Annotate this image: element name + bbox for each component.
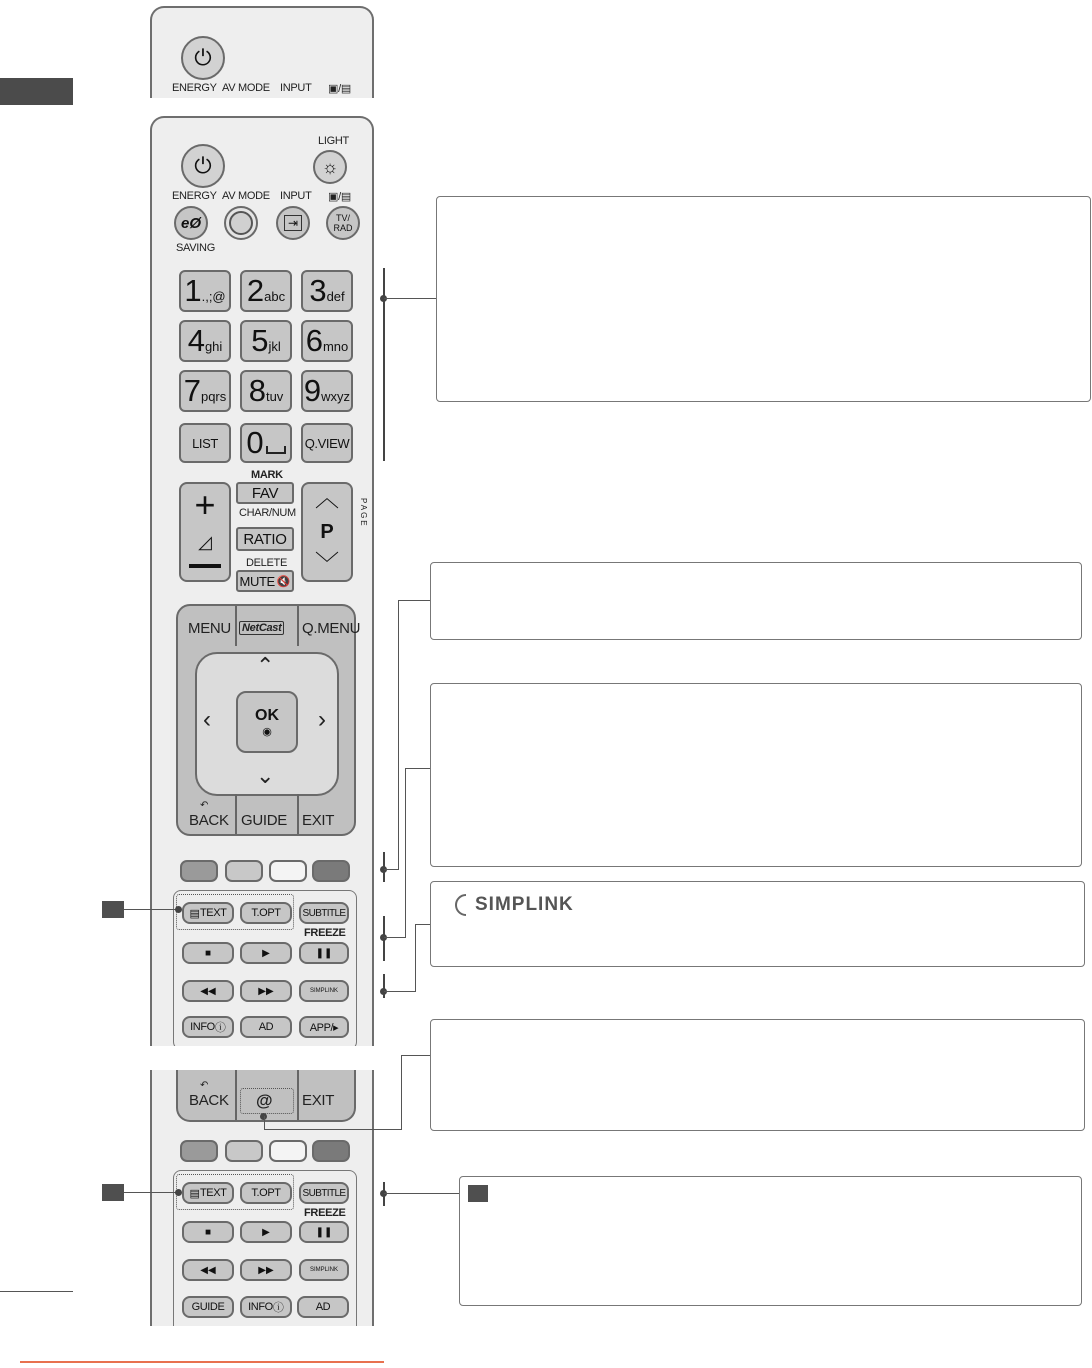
leader-line (384, 1193, 459, 1194)
rewind-button[interactable] (182, 1259, 234, 1281)
number-key-letters: ghi (204, 338, 223, 354)
number-key-digit: 6 (305, 323, 322, 358)
red-key[interactable] (180, 1140, 218, 1162)
volume-up-icon: + (194, 484, 216, 525)
blue-key[interactable] (312, 1140, 350, 1162)
tv-rad-top-label: ▣/▤ (328, 83, 351, 95)
number-key-3[interactable] (301, 270, 353, 312)
light-button[interactable] (313, 150, 347, 184)
up-arrow-icon[interactable]: ⌃ (256, 653, 275, 678)
zero-digit: 0 (246, 425, 263, 460)
exit-button[interactable]: EXIT (302, 1092, 335, 1109)
number-key-letters: jkl (268, 338, 281, 354)
pause-icon: ❚❚ (315, 947, 333, 959)
input-label: INPUT (280, 82, 312, 94)
green-key[interactable] (225, 860, 263, 882)
nav-divider (235, 794, 237, 834)
number-key-digit: 8 (248, 373, 265, 408)
rewind-icon: ◀◀ (200, 985, 216, 997)
teletext-icon: ▤ (189, 1187, 200, 1200)
callout-box-number-keys (436, 196, 1091, 402)
note-marker-2 (102, 1184, 124, 1201)
number-key-letters: mno (322, 338, 349, 354)
char-num-label: CHAR/NUM (239, 507, 296, 519)
rewind-button[interactable] (182, 980, 234, 1002)
leader-line (415, 924, 430, 925)
power-button[interactable] (181, 144, 225, 188)
nav-divider (297, 606, 299, 646)
number-key-letters: def (326, 288, 345, 304)
info-button[interactable] (240, 1296, 292, 1318)
av-mode-button[interactable] (224, 206, 258, 240)
saving-label: SAVING (176, 242, 215, 254)
leader-dot (175, 906, 182, 913)
teletext-icon: ▤ (189, 907, 200, 920)
callout-box-color-keys (430, 562, 1082, 640)
footer-accent-line (20, 1361, 384, 1363)
energy-label: ENERGY (172, 82, 217, 94)
space-icon (266, 446, 286, 454)
back-arrow-icon: ↶ (200, 800, 209, 811)
down-arrow-icon[interactable]: ⌄ (256, 763, 275, 788)
nav-divider (297, 794, 299, 834)
leader-line (405, 768, 430, 769)
ratio-button[interactable] (236, 527, 294, 551)
leader-line (264, 1116, 265, 1130)
nav-divider (235, 606, 237, 646)
nav-divider (297, 1070, 299, 1120)
volume-icon: ◿ (198, 532, 212, 552)
subtitle-button[interactable] (299, 1182, 349, 1204)
back-button[interactable]: BACK (189, 1092, 229, 1109)
ad-button[interactable] (297, 1296, 349, 1318)
number-key-digit: 3 (309, 273, 326, 308)
power-icon: ⏻ (194, 153, 212, 178)
number-key-digit: 7 (183, 373, 200, 408)
at-button[interactable]: @ (256, 1091, 273, 1110)
fav-button[interactable] (236, 482, 294, 504)
mute-icon: 🔇 (276, 575, 291, 588)
menu-button[interactable]: MENU (188, 620, 231, 637)
remote-main (150, 116, 374, 1046)
callout-box-playback-keys (430, 683, 1082, 867)
simplink-button[interactable] (299, 1259, 349, 1281)
yellow-key[interactable] (269, 860, 307, 882)
rewind-icon: ◀◀ (200, 1264, 216, 1276)
leader-line (405, 768, 406, 938)
callout-box-note (459, 1176, 1082, 1306)
list-label: LIST (192, 435, 218, 451)
leader-line (415, 924, 416, 992)
stop-icon: ■ (204, 947, 212, 959)
exit-button[interactable]: EXIT (302, 812, 335, 829)
leader-line (384, 937, 406, 938)
number-key-1[interactable] (179, 270, 231, 312)
leader-line (401, 1055, 430, 1056)
green-key[interactable] (225, 1140, 263, 1162)
power-button[interactable] (181, 36, 225, 80)
text-button[interactable] (182, 1182, 234, 1204)
number-key-letters: pqrs (200, 388, 227, 404)
ratio-label: RATIO (243, 530, 287, 548)
number-key-digit: 5 (251, 323, 268, 358)
input-button[interactable] (276, 206, 310, 240)
channel-rocker[interactable] (301, 482, 353, 582)
pause-button[interactable] (299, 942, 349, 964)
info-icon: ⓘ (214, 1022, 226, 1034)
volume-rocker[interactable] (179, 482, 231, 582)
blue-key[interactable] (312, 860, 350, 882)
topt-button[interactable] (240, 1182, 292, 1204)
ok-label: OK (255, 706, 279, 724)
play-icon: ▶ (262, 947, 270, 959)
text-button[interactable] (182, 902, 234, 924)
power-icon: ⏻ (194, 45, 212, 70)
subtitle-button[interactable] (299, 902, 349, 924)
qview-button[interactable] (301, 423, 353, 463)
back-button[interactable]: BACK (189, 812, 229, 829)
number-key-digit: 9 (303, 373, 321, 408)
mute-button[interactable] (236, 570, 294, 592)
leader-line (124, 1192, 178, 1193)
number-key-5[interactable] (240, 320, 292, 362)
light-label: LIGHT (318, 135, 349, 147)
ok-button[interactable] (236, 691, 298, 753)
fast-forward-icon: ▶▶ (258, 1264, 274, 1276)
guide-label: GUIDE (191, 1301, 225, 1313)
leader-line (124, 909, 178, 910)
info-icon: ⓘ (272, 1302, 284, 1314)
fav-label: FAV (251, 484, 279, 502)
number-key-9[interactable] (301, 370, 353, 412)
netcast-button[interactable]: NetCast (239, 621, 284, 635)
subtitle-label: SUBTITLE (302, 907, 346, 919)
input-label: INPUT (280, 190, 312, 202)
note-marker-box (468, 1185, 488, 1202)
topt-label: T.OPT (251, 907, 281, 919)
number-key-4[interactable] (179, 320, 231, 362)
info-label: INFO (248, 1301, 273, 1313)
number-key-7[interactable] (179, 370, 231, 412)
eco-leaf-icon: eØ (180, 214, 201, 232)
simplink-button[interactable] (299, 980, 349, 1002)
simplink-small-label: SIMPLINK (309, 988, 338, 994)
play-icon: ▶ (262, 1226, 270, 1238)
app-button[interactable] (299, 1016, 349, 1038)
zero-key[interactable] (240, 423, 292, 463)
note-marker-1 (102, 901, 124, 918)
ad-button[interactable] (240, 1016, 292, 1038)
number-key-letters: abc (264, 288, 286, 304)
fast-forward-button[interactable] (240, 980, 292, 1002)
remote-top-partial (150, 6, 374, 98)
light-bulb-icon: ☼ (321, 156, 339, 177)
av-mode-label: AV MODE (222, 82, 270, 94)
leader-line (398, 600, 430, 601)
play-button[interactable] (240, 942, 292, 964)
energy-label: ENERGY (172, 190, 217, 202)
leader-line (384, 298, 436, 299)
leader-line (401, 1055, 402, 1130)
info-button[interactable] (182, 1016, 234, 1038)
topt-label: T.OPT (251, 1187, 281, 1199)
channel-down-icon: ﹀ (315, 551, 339, 578)
text-label: TEXT (199, 1187, 227, 1199)
stop-button[interactable] (182, 942, 234, 964)
callout-box-at-key (430, 1019, 1085, 1131)
info-label: INFO (190, 1021, 215, 1033)
app-label: APP/▸ (309, 1021, 339, 1034)
av-mode-ring-icon (229, 211, 253, 235)
number-key-digit: 4 (187, 323, 204, 358)
number-key-letters: tuv (265, 388, 284, 404)
leader-line (264, 1129, 402, 1130)
subtitle-label: SUBTITLE (302, 1187, 346, 1199)
fast-forward-icon: ▶▶ (258, 985, 274, 997)
left-arrow-icon[interactable]: ‹ (203, 706, 211, 733)
channel-up-icon: ︿ (315, 485, 339, 512)
right-arrow-icon[interactable]: › (318, 706, 326, 733)
red-key[interactable] (180, 860, 218, 882)
mark-label: MARK (251, 469, 283, 481)
number-key-letters: .,;@ (201, 288, 226, 304)
volume-down-icon (189, 564, 221, 568)
mute-label: MUTE (239, 573, 275, 589)
freeze-label: FREEZE (304, 927, 346, 939)
topt-button[interactable] (240, 902, 292, 924)
ok-dot-icon: ◉ (262, 725, 272, 738)
pause-button[interactable] (299, 1221, 349, 1243)
fast-forward-button[interactable] (240, 1259, 292, 1281)
guide-button[interactable]: GUIDE (241, 812, 288, 829)
text-label: TEXT (199, 907, 227, 919)
number-key-letters: wxyz (321, 388, 351, 404)
play-button[interactable] (240, 1221, 292, 1243)
margin-rule (0, 1291, 73, 1292)
number-key-digit: 1 (184, 273, 201, 308)
back-arrow-icon: ↶ (200, 1080, 209, 1091)
simplink-logo (455, 894, 574, 916)
channel-p-label: P (320, 520, 334, 543)
simplink-small-label: SIMPLINK (309, 1267, 338, 1273)
number-key-digit: 2 (246, 273, 264, 308)
section-tab-marker (0, 78, 73, 105)
freeze-label: FREEZE (304, 1207, 346, 1219)
simplink-logo-text: SIMPLINK (475, 894, 574, 915)
av-mode-label: AV MODE (222, 190, 270, 202)
pause-icon: ❚❚ (315, 1226, 333, 1238)
tv-rad-button[interactable] (326, 206, 360, 240)
yellow-key[interactable] (269, 1140, 307, 1162)
page-label: PAGE (359, 498, 368, 528)
leader-line (398, 600, 399, 870)
qview-label: Q.VIEW (304, 435, 350, 451)
leader-line (384, 991, 416, 992)
list-button[interactable] (179, 423, 231, 463)
nav-divider (235, 1070, 237, 1120)
leader-dot (175, 1189, 182, 1196)
number-key-6[interactable] (301, 320, 353, 362)
stop-icon: ■ (204, 1226, 212, 1238)
energy-saving-button[interactable] (174, 206, 208, 240)
tv-rad-top-label: ▣/▤ (328, 191, 351, 203)
guide-button[interactable] (182, 1296, 234, 1318)
input-source-icon: ⇥ (284, 215, 302, 231)
qmenu-button[interactable]: Q.MENU (302, 620, 361, 637)
leader-line (384, 869, 399, 870)
delete-label: DELETE (246, 557, 287, 569)
ad-label: AD (315, 1301, 331, 1313)
tv-rad-label: TV/ RAD (333, 213, 353, 233)
stop-button[interactable] (182, 1221, 234, 1243)
number-key-2[interactable] (240, 270, 292, 312)
ad-label: AD (258, 1021, 274, 1033)
remote-variant (150, 1070, 374, 1326)
callout-box-simplink (430, 881, 1085, 967)
number-key-8[interactable] (240, 370, 292, 412)
